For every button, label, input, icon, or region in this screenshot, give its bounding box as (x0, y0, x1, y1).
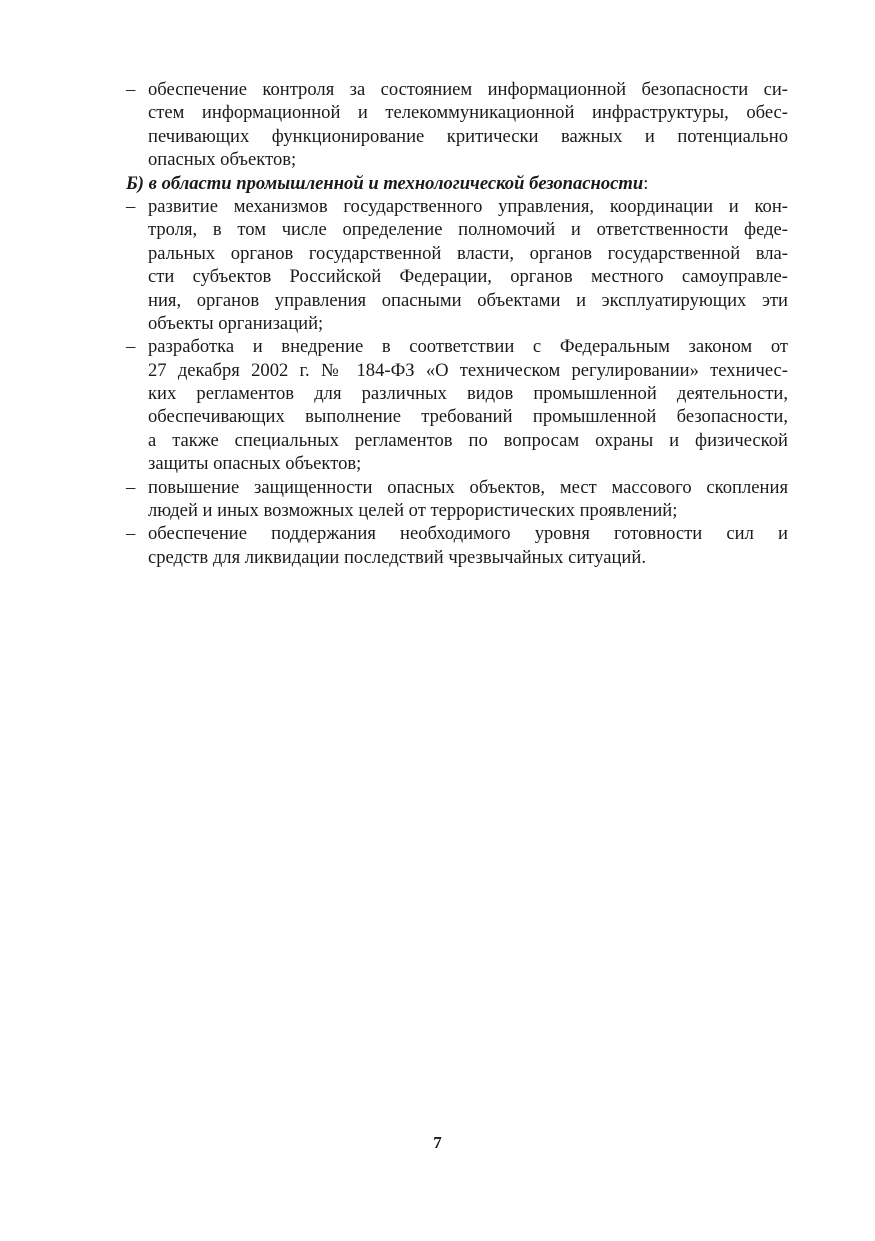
list-item-information-security-control (126, 78, 788, 172)
list-item-line: объекты организаций; (148, 312, 324, 334)
list-item-line: печивающих функционирование критически важных и потенциально (148, 125, 788, 147)
list-item-line: опасных объектов; (148, 149, 297, 171)
list-item-governance-mechanisms (126, 195, 788, 335)
list-item-line: средств для ликвидации последствий чрезвычайных ситуаций. (148, 546, 646, 568)
page-number: 7 (433, 1133, 442, 1152)
list-item-line: а также специальных регламентов по вопросам охраны и физической (148, 429, 788, 451)
list-item-line: – повышение защищенности опасных объектов, мест массового скопления (126, 476, 788, 498)
document-body (126, 78, 788, 569)
list-item-line: защиты опасных объектов; (148, 453, 362, 475)
list-item-line: – развитие механизмов государственного управления, координации и кон- (126, 195, 788, 217)
list-item-anti-terrorism-protection (126, 476, 788, 523)
list-item-line: ния, органов управления опасными объектами и эксплуатирующих эти (148, 289, 788, 311)
section-heading: Б) в области промышленной и технологической безопасности: (126, 172, 649, 194)
list-item-line: – обеспечение поддержания необходимого уровня готовности сил и (126, 523, 788, 545)
bullet-dash: – (126, 79, 136, 100)
list-item-technical-regulations (126, 335, 788, 475)
list-item-emergency-readiness (126, 522, 788, 569)
list-item-line: стем информационной и телекоммуникационной инфраструктуры, обес- (148, 102, 788, 124)
list-item-line: ких регламентов для различных видов промышленной деятельности, (148, 383, 788, 405)
bullet-dash: – (126, 476, 136, 498)
list-item-line: троля, в том числе определение полномочий и ответственности феде- (148, 219, 788, 241)
list-item-line: ральных органов государственной власти, органов государственной вла- (148, 242, 788, 264)
bullet-dash: – (126, 195, 136, 217)
bullet-dash: – (126, 523, 136, 545)
list-item-line: 27 декабря 2002 г. № 184-ФЗ «О техническом регулировании» техничес- (148, 359, 788, 381)
bullet-dash: – (126, 336, 136, 358)
list-item-line: сти субъектов Российской Федерации, органов местного самоуправле- (148, 266, 788, 288)
list-item-line: людей и иных возможных целей от террористических проявлений; (148, 500, 678, 522)
list-item-line: – разработка и внедрение в соответствии с Федеральным законом от (126, 336, 788, 358)
list-item-line: обеспечивающих выполнение требований промышленной безопасности, (148, 406, 788, 428)
list-item-line: – обеспечение контроля за состоянием информационной безопасности си- (126, 79, 788, 100)
